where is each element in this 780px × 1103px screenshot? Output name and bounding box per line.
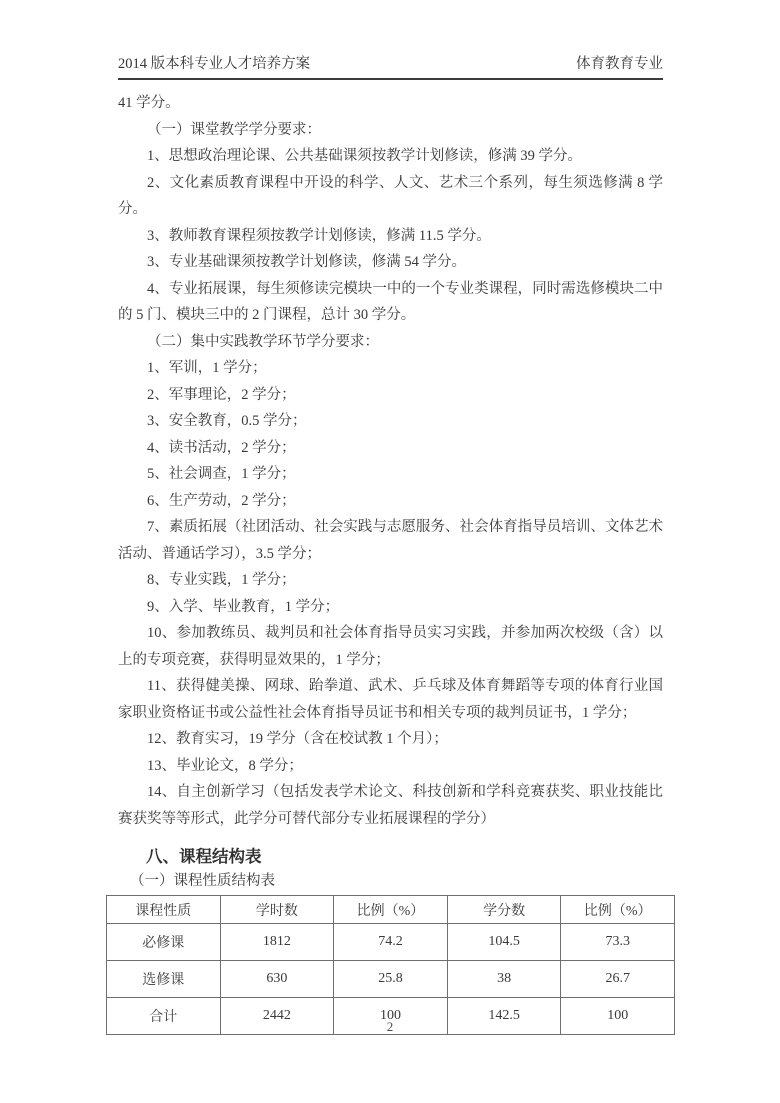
section-subheading: （一）课程性质结构表 — [130, 873, 275, 889]
paragraph: 14、自主创新学习（包括发表学术论文、科技创新和学科竞赛获奖、职业技能比赛获奖等等形式，此学分可替代部分专业拓展课程的学分） — [118, 784, 663, 827]
course-structure-table — [106, 895, 675, 1035]
table-row — [107, 924, 675, 961]
table-cell: 74.2 — [334, 924, 448, 961]
table-cell: 1812 — [220, 924, 334, 961]
paragraph: 9、入学、毕业教育，1 学分； — [147, 598, 340, 615]
table-row — [107, 961, 675, 998]
paragraph: 5、社会调查，1 学分； — [147, 466, 296, 482]
header-right-title: 体育教育专业 — [576, 56, 663, 72]
paragraph: 2、军事理论，2 学分； — [147, 386, 296, 403]
table-cell: 38 — [447, 961, 561, 998]
table-header-row — [107, 896, 675, 924]
page-header — [118, 52, 663, 80]
table-header-cell: 比例（%） — [334, 896, 448, 924]
paragraph: 3、专业基础课须按教学计划修读，修满 54 学分。 — [147, 254, 466, 270]
table-header-cell: 比例（%） — [561, 896, 675, 924]
paragraph: 41 学分。 — [118, 95, 180, 111]
table-cell: 142.5 — [447, 998, 561, 1035]
table-cell: 必修课 — [107, 924, 221, 961]
paragraph: 10、参加教练员、裁判员和社会体育指导员实习实践，并参加两次校级（含）以上的专项竞赛，获得明显效果的，1 学分； — [118, 625, 663, 668]
paragraph: 8、专业实践，1 学分； — [147, 572, 296, 588]
paragraph: 4、读书活动，2 学分； — [147, 439, 296, 456]
paragraph: 13、毕业论文，8 学分； — [147, 757, 303, 774]
table-header-cell: 学分数 — [447, 896, 561, 924]
section-heading: 八、课程结构表 — [146, 847, 262, 866]
paragraph: （二）集中实践教学环节学分要求： — [147, 333, 379, 350]
table-cell: 100 — [334, 998, 448, 1035]
paragraph: 1、思想政治理论课、公共基础课须按教学计划修读，修满 39 学分。 — [147, 148, 582, 164]
page-number: 2 — [386, 1019, 394, 1034]
paragraph: 1、军训，1 学分； — [147, 360, 267, 376]
paragraph: 2、文化素质教育课程中开设的科学、人文、艺术三个系列，每生须选修满 8 学分。 — [118, 174, 663, 217]
paragraph: （一）课堂教学学分要求： — [147, 121, 321, 138]
table-cell: 合计 — [107, 998, 221, 1035]
paragraph: 11、获得健美操、网球、跆拳道、武术、乒乓球及体育舞蹈等专项的体育行业国家职业资格证书或公益性社会体育指导员证书和相关专项的裁判员证书，1 学分； — [118, 678, 663, 721]
paragraph: 7、素质拓展（社团活动、社会实践与志愿服务、社会体育指导员培训、文体艺术活动、普通话学习），3.5 学分； — [118, 519, 663, 562]
table-cell: 104.5 — [447, 924, 561, 961]
paragraph: 4、专业拓展课，每生须修读完模块一中的一个专业类课程，同时需选修模块二中的 5 门、模块三中的 2 门课程，总计 30 学分。 — [118, 280, 663, 323]
table-cell: 2442 — [220, 998, 334, 1035]
document-body — [118, 90, 663, 1035]
table-cell: 73.3 — [561, 924, 675, 961]
paragraph: 6、生产劳动，2 学分； — [147, 492, 296, 509]
paragraph: 12、教育实习，19 学分（含在校试教 1 个月）； — [147, 731, 448, 747]
table-header-cell: 课程性质 — [107, 896, 221, 924]
table-cell: 25.8 — [334, 961, 448, 998]
table-cell: 630 — [220, 961, 334, 998]
paragraph: 3、教师教育课程须按教学计划修读，修满 11.5 学分。 — [147, 227, 491, 244]
paragraph: 3、安全教育，0.5 学分； — [147, 413, 307, 429]
table-cell: 100 — [561, 998, 675, 1035]
header-left-title: 2014 版本科专业人才培养方案 — [118, 56, 311, 72]
table-header-cell: 学时数 — [220, 896, 334, 924]
table-cell: 选修课 — [107, 961, 221, 998]
table-cell: 26.7 — [561, 961, 675, 998]
